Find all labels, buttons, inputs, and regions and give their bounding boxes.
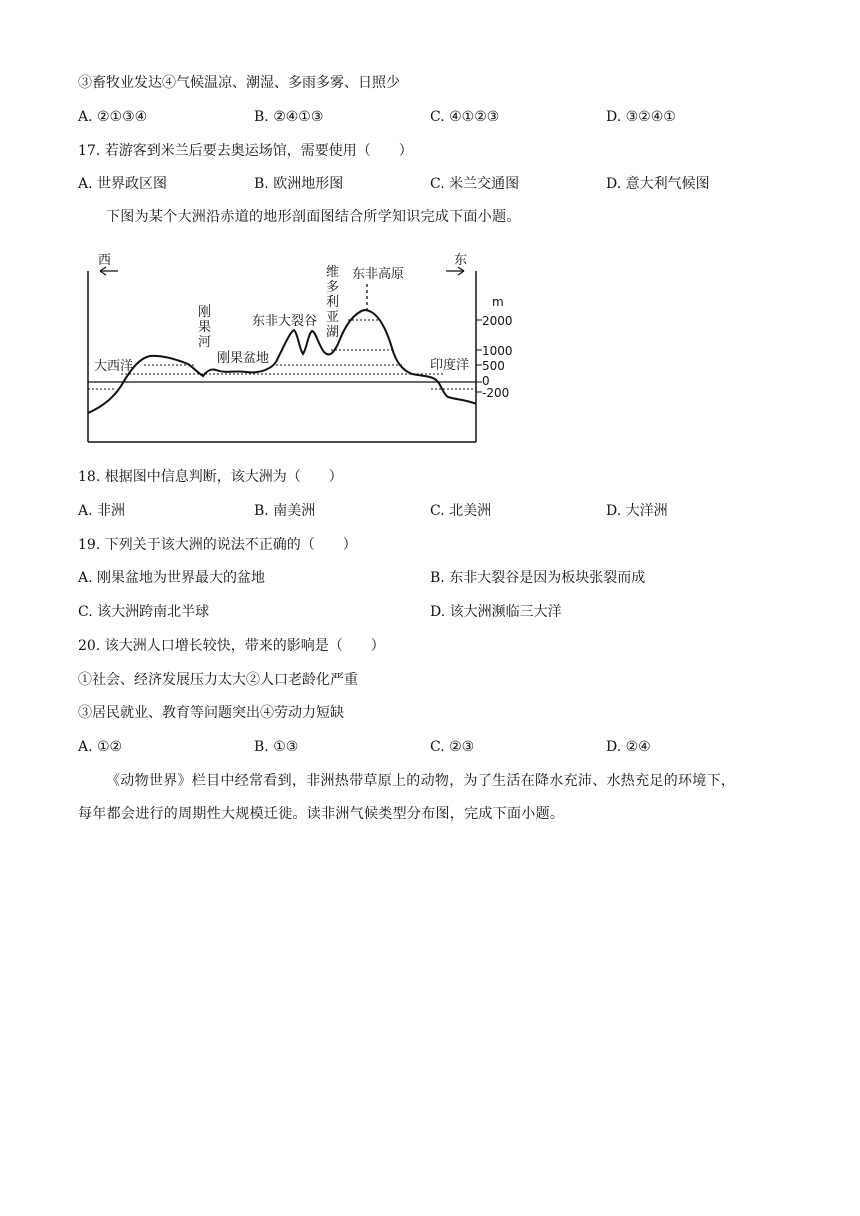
q20-option-c[interactable]: C. ②③ <box>430 739 475 755</box>
q17-option-a[interactable]: A. 世界政区图 <box>78 176 168 192</box>
q16-line-3: ③畜牧业发达④气候温凉、潮湿、多雨多雾、日照少 <box>78 75 400 91</box>
q18-option-a[interactable]: A. 非洲 <box>78 503 126 519</box>
label-congo-river-1: 刚 <box>198 305 212 320</box>
label-victoria-1: 维 <box>326 265 340 280</box>
axis-label-1000: 1000 <box>482 344 513 358</box>
axis-label-minus200: -200 <box>482 386 510 400</box>
intro-migration-line-1: 《动物世界》栏目中经常看到，非洲热带草原上的动物，为了生活在降水充沛、水热充足的环境下， <box>106 773 736 789</box>
label-atlantic: 大西洋 <box>94 359 134 374</box>
q17-option-d[interactable]: D. 意大利气候图 <box>606 176 710 192</box>
label-victoria-5: 湖 <box>326 325 340 340</box>
q20-choice-line-1: ①社会、经济发展压力太大②人口老龄化严重 <box>78 672 358 688</box>
q19-stem: 19. 下列关于该大洲的说法不正确的（ ） <box>78 537 357 553</box>
q20-option-a[interactable]: A. ①② <box>78 739 123 755</box>
q16-option-b[interactable]: B. ②④①③ <box>254 109 324 125</box>
intro-terrain-profile: 下图为某个大洲沿赤道的地形剖面图结合所学知识完成下面小题。 <box>106 209 521 225</box>
axis-label-2000: 2000 <box>482 314 513 328</box>
equator-terrain-profile-figure <box>86 240 524 454</box>
q17-stem: 17. 若游客到米兰后要去奥运场馆，需要使用（ ） <box>78 143 413 159</box>
q20-option-d[interactable]: D. ②④ <box>606 739 651 755</box>
q16-option-c[interactable]: C. ④①②③ <box>430 109 500 125</box>
axis-unit-m: m <box>492 295 504 309</box>
q19-option-d[interactable]: D. 该大洲濒临三大洋 <box>430 604 562 620</box>
q16-option-d[interactable]: D. ③②④① <box>606 109 676 125</box>
q19-option-b[interactable]: B. 东非大裂谷是因为板块张裂而成 <box>430 570 646 586</box>
intro-migration-line-2: 每年都会进行的周期性大规模迁徙。读非洲气候类型分布图，完成下面小题。 <box>78 806 565 822</box>
q16-option-a[interactable]: A. ②①③④ <box>78 109 148 125</box>
q19-option-c[interactable]: C. 该大洲跨南北半球 <box>78 604 210 620</box>
axis-label-500: 500 <box>482 359 505 373</box>
label-victoria-4: 亚 <box>326 310 340 325</box>
label-east-african-plateau: 东非高原 <box>352 267 405 282</box>
q18-option-d[interactable]: D. 大洋洲 <box>606 503 668 519</box>
label-victoria-3: 利 <box>326 295 340 310</box>
east-label: 东 <box>454 253 468 268</box>
label-victoria-2: 多 <box>326 280 340 295</box>
q20-stem: 20. 该大洲人口增长较快，带来的影响是（ ） <box>78 638 385 654</box>
q18-option-b[interactable]: B. 南美洲 <box>254 503 316 519</box>
west-label: 西 <box>98 253 112 268</box>
q20-option-b[interactable]: B. ①③ <box>254 739 299 755</box>
label-congo-river-2: 果 <box>198 320 212 335</box>
label-congo-basin: 刚果盆地 <box>217 351 270 366</box>
q18-stem: 18. 根据图中信息判断，该大洲为（ ） <box>78 469 343 485</box>
q18-option-c[interactable]: C. 北美洲 <box>430 503 492 519</box>
q19-option-a[interactable]: A. 刚果盆地为世界最大的盆地 <box>78 570 266 586</box>
label-rift-valley: 东非大裂谷 <box>252 314 318 329</box>
q17-option-b[interactable]: B. 欧洲地形图 <box>254 176 344 192</box>
label-congo-river-3: 河 <box>198 335 212 350</box>
label-indian-ocean: 印度洋 <box>430 358 470 373</box>
q17-option-c[interactable]: C. 米兰交通图 <box>430 176 520 192</box>
q20-choice-line-2: ③居民就业、教育等问题突出④劳动力短缺 <box>78 705 344 721</box>
axis-label-0: 0 <box>482 374 490 388</box>
